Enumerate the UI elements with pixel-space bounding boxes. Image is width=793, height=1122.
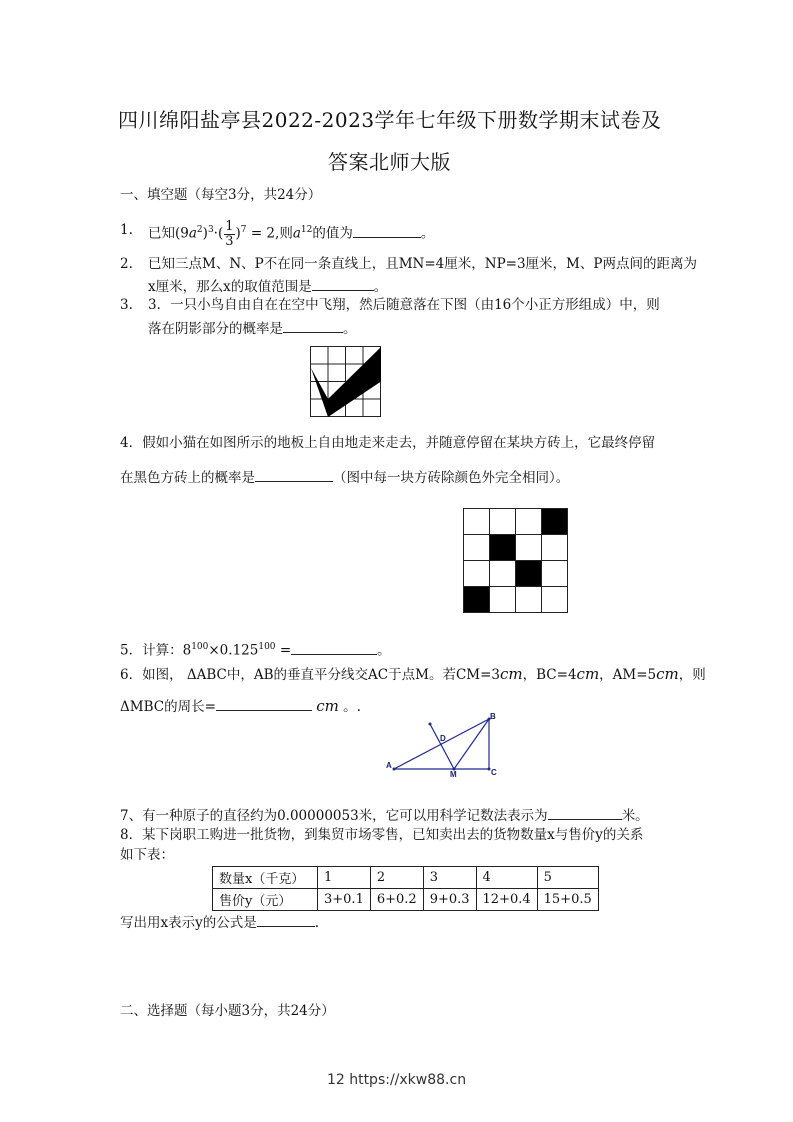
- label-D: D: [440, 734, 446, 743]
- q8-line2: 如下表：: [120, 847, 174, 863]
- label-B: B: [490, 712, 496, 721]
- table-row: [213, 867, 599, 889]
- q8-data-table: [212, 866, 599, 911]
- q1-answer-blank[interactable]: [353, 223, 421, 238]
- tile-white: [542, 587, 568, 613]
- table-cell: 12+0.4: [476, 889, 537, 911]
- q5-text: 5．计算：$8^{100}\times 0.125^{100}$ = 。: [120, 638, 391, 660]
- tile-row: [464, 587, 568, 613]
- q3-number: 3.: [120, 297, 133, 313]
- q4-tile-grid: [463, 508, 568, 613]
- q3-figure: [310, 346, 382, 418]
- q2-line1: 已知三点M、N、P不在同一条直线上，且MN=4厘米，NP=3厘米，M、P两点间的距离为: [148, 256, 697, 272]
- tile-black: [516, 561, 542, 587]
- segment-BM: [454, 719, 489, 769]
- page-title-line1: 四川绵阳盐亭县2022-2023学年七年级下册数学期末试卷及: [118, 108, 662, 132]
- tile-black: [464, 587, 490, 613]
- tile-white: [464, 535, 490, 561]
- q2-line2: x厘米，那么x的取值范围是 。: [148, 276, 387, 296]
- tile-white: [490, 561, 516, 587]
- perpendicular-bisector: [430, 724, 454, 769]
- q6-line2: ΔMBC的周长= cm 。.: [120, 697, 361, 715]
- table-cell: 5: [537, 867, 598, 889]
- tile-white: [464, 509, 490, 535]
- q8-answer-blank[interactable]: [257, 912, 315, 927]
- tile-white: [542, 535, 568, 561]
- tile-row: [464, 535, 568, 561]
- table-cell: 3+0.1: [318, 889, 371, 911]
- q5-answer-blank[interactable]: [291, 640, 377, 655]
- tile-white: [464, 561, 490, 587]
- row-header-cell: 数量x（千克）: [213, 867, 318, 889]
- q7-text: 7、有一种原子的直径约为0.00000053米，它可以用科学记数法表示为 米。: [120, 805, 649, 825]
- table-cell: 4: [476, 867, 537, 889]
- table-cell: 15+0.5: [537, 889, 598, 911]
- q7-answer-blank[interactable]: [548, 805, 622, 820]
- row-header-cell: 售价y（元）: [213, 889, 318, 911]
- q8-line1: 8．某下岗职工购进一批货物，到集贸市场零售，已知卖出去的货物数量x与售价y的关系: [120, 827, 644, 843]
- table-cell: 6+0.2: [370, 889, 423, 911]
- tile-row: [464, 509, 568, 535]
- q4-line1: 4．假如小猫在如图所示的地板上自由地走来走去，并随意停留在某块方砖上，它最终停留: [120, 435, 656, 451]
- q6-answer-blank[interactable]: [216, 696, 312, 711]
- q3-line1: 3．一只小鸟自由自在在空中飞翔，然后随意落在下图（由16个小正方形组成）中，则: [148, 297, 660, 313]
- tile-white: [542, 561, 568, 587]
- table-cell: 2: [370, 867, 423, 889]
- q6-triangle-figure: [384, 712, 500, 778]
- tile-black: [542, 509, 568, 535]
- q3-line2: 落在阴影部分的概率是 。: [148, 318, 357, 338]
- table-cell: 9+0.3: [423, 889, 476, 911]
- page-footer: 12 https://xkw88.cn: [326, 1072, 467, 1088]
- q4-line2: 在黑色方砖上的概率是 （图中每一块方砖除颜色外完全相同）。: [120, 467, 569, 487]
- tile-white: [490, 587, 516, 613]
- q4-answer-blank[interactable]: [255, 467, 333, 482]
- label-A: A: [386, 761, 392, 770]
- table-cell: 3: [423, 867, 476, 889]
- section1-heading: 一、填空题（每空3分，共24分）: [120, 187, 322, 203]
- side-AB: [394, 719, 489, 769]
- tile-row: [464, 561, 568, 587]
- label-M: M: [450, 770, 457, 778]
- tile-white: [516, 587, 542, 613]
- q2-number: 2.: [120, 256, 133, 272]
- q1-text: 已知$(9a^2)^3\cdot$( $\frac{1}{3}$ )$^7$ = 2,则$a^{12}$的值为 。: [148, 218, 435, 249]
- tile-black: [490, 535, 516, 561]
- q1-number: 1.: [120, 222, 133, 238]
- q2-answer-blank[interactable]: [312, 276, 374, 291]
- table-cell: 1: [318, 867, 371, 889]
- q8-after: 写出用x表示y的公式是 .: [120, 912, 319, 932]
- q6-line1: 6．如图， ΔABC中，AB的垂直平分线交AC于点M。若CM=3cm，BC=4cm，AM=5cm，则: [120, 665, 706, 683]
- tile-white: [516, 535, 542, 561]
- label-C: C: [491, 768, 497, 777]
- q1-fraction: $\frac{1}{3}$: [225, 218, 234, 249]
- table-row: [213, 889, 599, 911]
- tile-white: [490, 509, 516, 535]
- section2-heading: 二、选择题（每小题3分，共24分）: [120, 1003, 335, 1019]
- tile-white: [516, 509, 542, 535]
- q3-answer-blank[interactable]: [283, 318, 343, 333]
- page-title-line2: 答案北师大版: [328, 150, 451, 174]
